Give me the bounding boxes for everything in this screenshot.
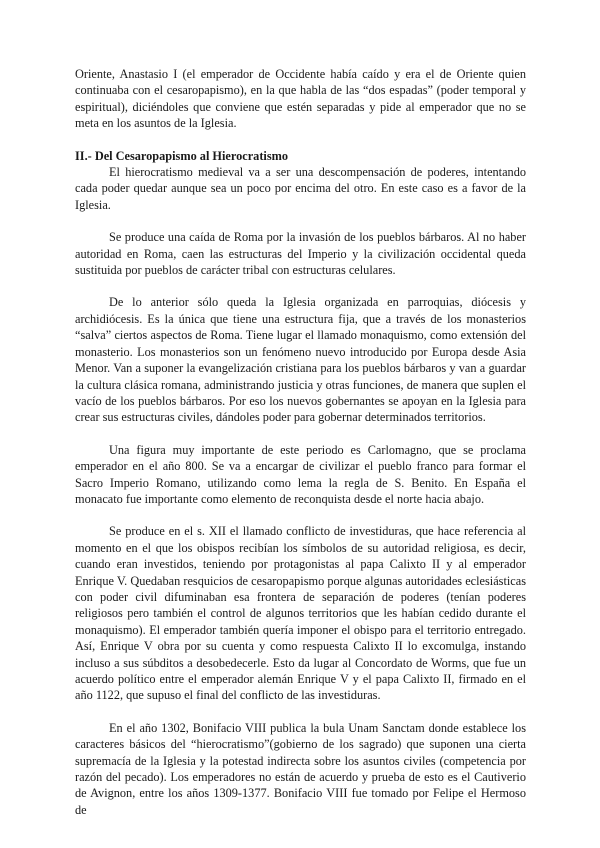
section-heading: II.- Del Cesaropapismo al Hierocratismo (75, 148, 289, 163)
body-paragraph-2: Se produce una caída de Roma por la invasión de los pueblos bárbaros. Al no haber autoridad en Roma, caen las estructuras del Imperio y la civilización occidental queda sustituida por pueblos de carácter tribal con estructuras celulares. (75, 230, 526, 278)
body-paragraph-1: El hierocratismo medieval va a ser una descompensación de poderes, intentando cada poder quedar aunque sea un poco por encima del otro. En este caso es a favor de la Iglesia. (75, 165, 526, 212)
paragraph-gap (75, 507, 526, 523)
body-paragraph-5: Se produce en el s. XII el llamado conflicto de investiduras, que hace referencia al momento en el que los obispos recibían los símbolos de su autoridad religiosa, es decir, cuando eran investidos, teniendo por protagonistas al papa Calixto II y al emperador Enrique V. Quedaban resquicios de cesaropapismo porque algunas autoridades eclesiásticas con poder civil difuminaban esa frontera de separación de poderes (tenían poderes religiosos pero también el control de algunos territorios que les habían cedido durante el monaquismo). El emperador también quería imponer el obispo para el territorio entregado. Así, Enrique V obra por su cuenta y como respuesta Calixto II lo excomulga, instando incluso a sus súbditos a desobedecerle. Esto da lugar al Concordato de Worms, que fue un acuerdo político entre el emperador alemán Enrique V y el papa Calixto II, firmado en el año 1122, que supuso el final del conflicto de las investiduras. (75, 524, 526, 703)
paragraph-gap (75, 278, 526, 294)
paragraph-gap (75, 426, 526, 442)
document-body (75, 66, 526, 818)
intro-paragraph: Oriente, Anastasio I (el emperador de Occidente había caído y era el de Oriente quien continuaba con el cesaropapismo), en la que habla de las “dos espadas” (poder temporal y espiritual), diciéndoles que conviene que estén separadas y pide al emperador que no se meta en los asuntos de la Iglesia. (75, 67, 526, 131)
paragraph-gap (75, 704, 526, 720)
body-paragraph-4: Una figura muy importante de este periodo es Carlomagno, que se proclama emperador en el año 800. Se va a encargar de civilizar el pueblo franco para formar el Sacro Imperio Romano, utilizando como lema la regla de S. Benito. En España el monacato fue importante como elemento de reconquista desde el norte hacia abajo. (75, 442, 526, 506)
paragraph-gap (75, 132, 526, 148)
body-paragraph-6: En el año 1302, Bonifacio VIII publica la bula Unam Sanctam donde establece los caracteres básicos del “hierocratismo”(gobierno de los sagrado) que suponen una cierta supremacía de la Iglesia y la potestad indirecta sobre los asuntos civiles (competencia por razón del pecado). Los emperadores no están de acuerdo y prueba de esto es el Cautiverio de Avignon, entre los años 1309-1377. Bonifacio VIII fue tomado por Felipe el Hermoso de (75, 720, 526, 817)
body-paragraph-3: De lo anterior sólo queda la Iglesia organizada en parroquias, diócesis y archidiócesis. Es la única que tiene una estructura fija, que a través de los monasterios “salva” ciertos aspectos de Roma. Tiene lugar el llamado monaquismo, como extensión del monasterio. Los monasterios son un fenómeno nuevo introducido por Europa desde Asia Menor. Van a suponer la evangelización cristiana para los pueblos bárbaros y van a guardar la cultura clásica romana, administrando justicia y otras funciones, de manera que suplen el vacío de los pueblos bárbaros. Por eso los nuevos gobernantes se apoyan en la Iglesia para crear sus estructuras civiles, dándoles poder para gobernar determinados territorios. (75, 295, 526, 425)
paragraph-gap (75, 213, 526, 229)
